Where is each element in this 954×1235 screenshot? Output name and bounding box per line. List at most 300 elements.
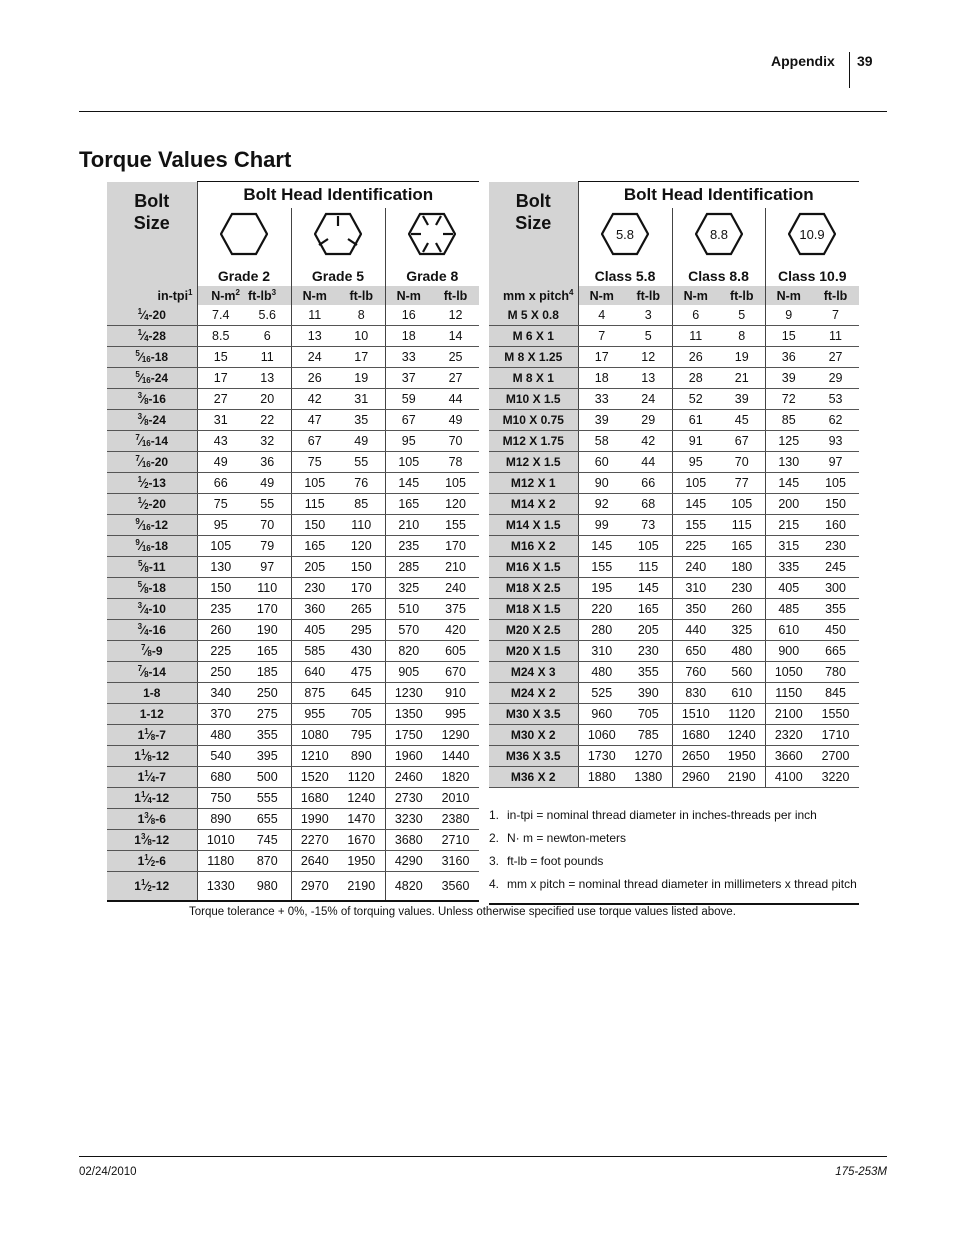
torque-value-cell: 7: [578, 326, 625, 347]
torque-value-cell: 1950: [338, 851, 385, 872]
torque-value-cell: 15: [197, 347, 244, 368]
unit-nm-header: N-m: [672, 286, 719, 305]
unit-nm-header: N-m: [578, 286, 625, 305]
bolt-size-cell: M 5 X 0.8: [489, 305, 578, 326]
bolt-size-cell: M12 X 1: [489, 473, 578, 494]
torque-value-cell: 17: [578, 347, 625, 368]
torque-value-cell: 105: [719, 494, 765, 515]
torque-value-cell: 250: [197, 662, 244, 683]
torque-value-cell: 760: [672, 662, 719, 683]
class109-mark: 10.9: [799, 226, 825, 242]
bolt-size-cell: $^5$⁄8-18: [107, 578, 197, 599]
torque-value-cell: 6: [244, 326, 291, 347]
torque-value-cell: 8: [338, 305, 385, 326]
torque-value-cell: 155: [578, 557, 625, 578]
table-row: [107, 389, 479, 410]
table-row: [489, 368, 859, 389]
torque-value-cell: 42: [291, 389, 338, 410]
header-divider: [849, 52, 850, 88]
bolt-size-cell: M18 X 1.5: [489, 599, 578, 620]
hex-class58-icon: [601, 212, 649, 256]
bolt-size-cell: $^7$⁄8-9: [107, 641, 197, 662]
torque-value-cell: 370: [197, 704, 244, 725]
torque-value-cell: 32: [244, 431, 291, 452]
unit-nm-header: N-m: [765, 286, 812, 305]
torque-value-cell: 2650: [672, 746, 719, 767]
table-row: [107, 368, 479, 389]
torque-value-cell: 235: [197, 599, 244, 620]
torque-value-cell: 185: [244, 662, 291, 683]
footnote-number: 4.: [489, 877, 500, 891]
torque-value-cell: 49: [338, 431, 385, 452]
bolt-size-cell: M10 X 0.75: [489, 410, 578, 431]
torque-value-cell: 275: [244, 704, 291, 725]
bolt-head-identification-header: Bolt Head Identification: [578, 182, 859, 209]
torque-value-cell: 235: [385, 536, 432, 557]
bolt-size-header: [107, 182, 197, 287]
torque-value-cell: 67: [385, 410, 432, 431]
torque-value-cell: 610: [719, 683, 765, 704]
table-row: [489, 620, 859, 641]
torque-value-cell: 655: [244, 809, 291, 830]
torque-value-cell: 705: [625, 704, 672, 725]
torque-value-cell: 165: [291, 536, 338, 557]
bolt-size-cell: M14 X 1.5: [489, 515, 578, 536]
torque-value-cell: 1010: [197, 830, 244, 851]
torque-value-cell: 7: [812, 305, 859, 326]
bolt-size-cell: $^1$⁄2-13: [107, 473, 197, 494]
bolt-size-cell: $^3$⁄8-24: [107, 410, 197, 431]
torque-value-cell: 99: [578, 515, 625, 536]
torque-value-cell: 230: [625, 641, 672, 662]
table-row: [107, 515, 479, 536]
torque-value-cell: 890: [197, 809, 244, 830]
torque-value-cell: 1750: [385, 725, 432, 746]
bolt-size-cell: $^9$⁄16-18: [107, 536, 197, 557]
unit-ftlb-header: ft-lb: [812, 286, 859, 305]
torque-value-cell: 105: [197, 536, 244, 557]
table-row: [107, 473, 479, 494]
table-row: [489, 683, 859, 704]
bolt-size-cell: M 8 X 1.25: [489, 347, 578, 368]
torque-value-cell: 145: [578, 536, 625, 557]
torque-value-cell: 585: [291, 641, 338, 662]
torque-value-cell: 205: [291, 557, 338, 578]
grade2-label: Grade 2: [197, 262, 291, 286]
torque-value-cell: 265: [338, 599, 385, 620]
bolt-size-label-2: Size: [515, 212, 552, 233]
footnote-number: 2.: [489, 831, 500, 845]
unit-ftlb-header: ft-lb: [625, 286, 672, 305]
torque-value-cell: 95: [197, 515, 244, 536]
torque-value-cell: 360: [291, 599, 338, 620]
torque-value-cell: 960: [578, 704, 625, 725]
torque-value-cell: 35: [338, 410, 385, 431]
torque-value-cell: 375: [432, 599, 479, 620]
metric-torque-table: [489, 181, 859, 788]
torque-value-cell: 4290: [385, 851, 432, 872]
torque-value-cell: 150: [197, 578, 244, 599]
class58-mark: 5.8: [615, 226, 635, 242]
torque-value-cell: 16: [385, 305, 432, 326]
torque-value-cell: 750: [197, 788, 244, 809]
table-row: [107, 431, 479, 452]
torque-value-cell: 39: [719, 389, 765, 410]
torque-value-cell: 105: [432, 473, 479, 494]
torque-value-cell: 36: [765, 347, 812, 368]
bolt-size-label-1: Bolt: [134, 190, 170, 211]
torque-value-cell: 2700: [812, 746, 859, 767]
torque-value-cell: 350: [672, 599, 719, 620]
torque-value-cell: 11: [244, 347, 291, 368]
torque-value-cell: 240: [672, 557, 719, 578]
class109-icon-cell: [765, 208, 859, 262]
bolt-size-cell: $^1$⁄4-28: [107, 326, 197, 347]
torque-value-cell: 5: [719, 305, 765, 326]
bolt-size-cell: $1^3⁄8-6$: [107, 809, 197, 830]
grade8-label: Grade 8: [385, 262, 479, 286]
table-row: [107, 620, 479, 641]
torque-value-cell: 55: [244, 494, 291, 515]
torque-value-cell: 76: [338, 473, 385, 494]
mm-pitch-header: mm x pitch$^4$: [489, 286, 578, 305]
torque-value-cell: 440: [672, 620, 719, 641]
torque-value-cell: 155: [432, 515, 479, 536]
table-row: [489, 347, 859, 368]
table-row: [489, 557, 859, 578]
torque-value-cell: 480: [578, 662, 625, 683]
table-row: [107, 788, 479, 809]
hex-grade2-icon: [220, 212, 268, 256]
table-row: [489, 431, 859, 452]
table-row: [107, 641, 479, 662]
torque-value-cell: 4820: [385, 872, 432, 902]
torque-value-cell: 450: [812, 620, 859, 641]
torque-value-cell: 1950: [719, 746, 765, 767]
torque-value-cell: 130: [197, 557, 244, 578]
table-row: [489, 305, 859, 326]
grade8-icon-cell: [385, 208, 479, 262]
torque-value-cell: 150: [812, 494, 859, 515]
torque-value-cell: 910: [432, 683, 479, 704]
footnote-text: N· m = newton-meters: [507, 831, 627, 845]
grade2-icon-cell: [197, 208, 291, 262]
torque-value-cell: 12: [432, 305, 479, 326]
table-row: [107, 683, 479, 704]
torque-value-cell: 2320: [765, 725, 812, 746]
torque-value-cell: 395: [244, 746, 291, 767]
bolt-size-cell: $1^1⁄4-12$: [107, 788, 197, 809]
torque-value-cell: 105: [385, 452, 432, 473]
footnote-number: 3.: [489, 854, 500, 868]
torque-value-cell: 780: [812, 662, 859, 683]
torque-value-cell: 120: [338, 536, 385, 557]
bolt-size-label-1: Bolt: [515, 190, 551, 211]
class109-label: Class 10.9: [765, 262, 859, 286]
torque-value-cell: 19: [338, 368, 385, 389]
torque-value-cell: 4: [578, 305, 625, 326]
torque-value-cell: 500: [244, 767, 291, 788]
torque-value-cell: 49: [244, 473, 291, 494]
torque-value-cell: 1230: [385, 683, 432, 704]
torque-value-cell: 58: [578, 431, 625, 452]
torque-value-cell: 49: [432, 410, 479, 431]
torque-value-cell: 1820: [432, 767, 479, 788]
torque-value-cell: 170: [432, 536, 479, 557]
torque-value-cell: 665: [812, 641, 859, 662]
torque-value-cell: 1060: [578, 725, 625, 746]
torque-value-cell: 115: [719, 515, 765, 536]
bolt-size-cell: $^1$⁄2-20: [107, 494, 197, 515]
torque-value-cell: 325: [719, 620, 765, 641]
table-row: [489, 473, 859, 494]
torque-value-cell: 27: [812, 347, 859, 368]
torque-value-cell: 165: [385, 494, 432, 515]
torque-value-cell: 22: [244, 410, 291, 431]
torque-value-cell: 18: [578, 368, 625, 389]
torque-value-cell: 145: [625, 578, 672, 599]
torque-value-cell: 10: [338, 326, 385, 347]
bolt-size-cell: $^5$⁄16-18: [107, 347, 197, 368]
unit-ftlb-header: $ft-lb^3$: [244, 286, 291, 305]
table-row: [489, 662, 859, 683]
torque-value-cell: 955: [291, 704, 338, 725]
torque-value-cell: 1710: [812, 725, 859, 746]
torque-value-cell: 1510: [672, 704, 719, 725]
table-row: [107, 578, 479, 599]
table-row: [489, 704, 859, 725]
bolt-size-cell: M24 X 2: [489, 683, 578, 704]
torque-value-cell: 72: [765, 389, 812, 410]
torque-value-cell: 60: [578, 452, 625, 473]
torque-value-cell: 125: [765, 431, 812, 452]
bolt-size-cell: $^3$⁄4-10: [107, 599, 197, 620]
torque-value-cell: 33: [385, 347, 432, 368]
unit-nm-header: $N-m^2$: [197, 286, 244, 305]
torque-value-cell: 97: [812, 452, 859, 473]
torque-value-cell: 155: [672, 515, 719, 536]
torque-value-cell: 47: [291, 410, 338, 431]
torque-value-cell: 1290: [432, 725, 479, 746]
torque-value-cell: 1730: [578, 746, 625, 767]
bolt-size-cell: M12 X 1.5: [489, 452, 578, 473]
bolt-size-cell: M30 X 2: [489, 725, 578, 746]
torque-value-cell: 24: [625, 389, 672, 410]
torque-value-cell: 97: [244, 557, 291, 578]
class58-icon-cell: [578, 208, 672, 262]
table-row: [489, 536, 859, 557]
torque-value-cell: 670: [432, 662, 479, 683]
torque-value-cell: 335: [765, 557, 812, 578]
footnotes: [489, 808, 859, 900]
torque-value-cell: 650: [672, 641, 719, 662]
torque-value-cell: 1680: [672, 725, 719, 746]
page-number: 39: [857, 53, 873, 69]
table-row: [489, 494, 859, 515]
torque-value-cell: 15: [765, 326, 812, 347]
table-row: [107, 599, 479, 620]
torque-value-cell: 150: [338, 557, 385, 578]
bolt-size-cell: $1^1⁄8-12$: [107, 746, 197, 767]
table-row: [107, 746, 479, 767]
bolt-size-cell: M 8 X 1: [489, 368, 578, 389]
unit-ftlb-header: ft-lb: [338, 286, 385, 305]
bolt-size-cell: $^5$⁄8-11: [107, 557, 197, 578]
torque-value-cell: 1990: [291, 809, 338, 830]
bolt-size-cell: $1^1⁄8-7$: [107, 725, 197, 746]
torque-value-cell: 66: [197, 473, 244, 494]
torque-value-cell: 995: [432, 704, 479, 725]
bolt-size-header: [489, 182, 578, 287]
torque-value-cell: 605: [432, 641, 479, 662]
bolt-size-cell: $^7$⁄16-14: [107, 431, 197, 452]
torque-value-cell: 200: [765, 494, 812, 515]
bolt-size-cell: $1^1⁄4-7$: [107, 767, 197, 788]
torque-value-cell: 905: [385, 662, 432, 683]
torque-value-cell: 220: [578, 599, 625, 620]
torque-value-cell: 230: [719, 578, 765, 599]
torque-value-cell: 17: [338, 347, 385, 368]
torque-value-cell: 130: [765, 452, 812, 473]
hex-class88-icon: [695, 212, 743, 256]
page-title: Torque Values Chart: [79, 147, 292, 172]
torque-value-cell: 2730: [385, 788, 432, 809]
torque-value-cell: 1080: [291, 725, 338, 746]
torque-value-cell: 70: [244, 515, 291, 536]
torque-value-cell: 95: [672, 452, 719, 473]
torque-value-cell: 75: [291, 452, 338, 473]
torque-value-cell: 120: [432, 494, 479, 515]
bolt-size-label-2: Size: [133, 212, 170, 233]
torque-value-cell: 1050: [765, 662, 812, 683]
torque-value-cell: 145: [385, 473, 432, 494]
bolt-size-cell: M 6 X 1: [489, 326, 578, 347]
torque-value-cell: 560: [719, 662, 765, 683]
torque-value-cell: 170: [244, 599, 291, 620]
torque-value-cell: 1330: [197, 872, 244, 902]
torque-value-cell: 1380: [625, 767, 672, 788]
torque-value-cell: 480: [719, 641, 765, 662]
torque-value-cell: 28: [672, 368, 719, 389]
torque-value-cell: 1120: [338, 767, 385, 788]
torque-value-cell: 260: [197, 620, 244, 641]
torque-value-cell: 1240: [338, 788, 385, 809]
bolt-size-cell: M20 X 1.5: [489, 641, 578, 662]
torque-value-cell: 11: [812, 326, 859, 347]
torque-value-cell: 39: [578, 410, 625, 431]
torque-value-cell: 2190: [719, 767, 765, 788]
bolt-size-cell: M16 X 2: [489, 536, 578, 557]
bolt-size-cell: $^5$⁄16-24: [107, 368, 197, 389]
table-row: [107, 851, 479, 872]
torque-value-cell: 44: [625, 452, 672, 473]
torque-value-cell: 230: [291, 578, 338, 599]
unit-nm-header: N-m: [291, 286, 338, 305]
torque-value-cell: 93: [812, 431, 859, 452]
torque-value-cell: 29: [625, 410, 672, 431]
footer-rule: [79, 1156, 887, 1157]
torque-value-cell: 485: [765, 599, 812, 620]
torque-value-cell: 845: [812, 683, 859, 704]
torque-value-cell: 27: [197, 389, 244, 410]
torque-value-cell: 260: [719, 599, 765, 620]
footnote-text: in-tpi = nominal thread diameter in inches-threads per inch: [507, 808, 817, 822]
torque-value-cell: 405: [765, 578, 812, 599]
torque-value-cell: 39: [765, 368, 812, 389]
bolt-size-cell: $^3$⁄4-16: [107, 620, 197, 641]
class88-icon-cell: [672, 208, 765, 262]
torque-value-cell: 390: [625, 683, 672, 704]
inch-torque-table: [107, 181, 479, 902]
torque-value-cell: 13: [244, 368, 291, 389]
bolt-size-cell: $1^3⁄8-12$: [107, 830, 197, 851]
torque-value-cell: 44: [432, 389, 479, 410]
torque-value-cell: 42: [625, 431, 672, 452]
torque-value-cell: 66: [625, 473, 672, 494]
in-tpi-header: in-tpi$^1$: [107, 286, 197, 305]
torque-value-cell: 420: [432, 620, 479, 641]
bolt-size-cell: $^9$⁄16-12: [107, 515, 197, 536]
footnote-text: mm x pitch = nominal thread diameter in millimeters x thread pitch: [507, 877, 857, 891]
torque-value-cell: 610: [765, 620, 812, 641]
unit-ftlb-header: ft-lb: [719, 286, 765, 305]
grade5-icon-cell: [291, 208, 385, 262]
notes-rule: [489, 903, 859, 905]
torque-value-cell: 13: [625, 368, 672, 389]
torque-value-cell: 900: [765, 641, 812, 662]
torque-value-cell: 250: [244, 683, 291, 704]
bolt-size-cell: 1-12: [107, 704, 197, 725]
torque-value-cell: 37: [385, 368, 432, 389]
table-row: [107, 725, 479, 746]
table-row: [107, 872, 479, 902]
unit-nm-header: N-m: [385, 286, 432, 305]
table-row: [107, 494, 479, 515]
torque-value-cell: 1180: [197, 851, 244, 872]
torque-value-cell: 12: [625, 347, 672, 368]
torque-value-cell: 1960: [385, 746, 432, 767]
torque-value-cell: 820: [385, 641, 432, 662]
torque-value-cell: 49: [197, 452, 244, 473]
torque-value-cell: 3680: [385, 830, 432, 851]
torque-value-cell: 68: [625, 494, 672, 515]
torque-value-cell: 2710: [432, 830, 479, 851]
footnote-item: [489, 808, 859, 823]
torque-value-cell: 3560: [432, 872, 479, 902]
torque-value-cell: 1120: [719, 704, 765, 725]
torque-value-cell: 2960: [672, 767, 719, 788]
torque-value-cell: 3160: [432, 851, 479, 872]
torque-value-cell: 225: [672, 536, 719, 557]
torque-value-cell: 21: [719, 368, 765, 389]
torque-value-cell: 165: [625, 599, 672, 620]
table-row: [107, 557, 479, 578]
torque-value-cell: 1880: [578, 767, 625, 788]
torque-value-cell: 105: [812, 473, 859, 494]
torque-value-cell: 325: [385, 578, 432, 599]
torque-value-cell: 160: [812, 515, 859, 536]
torque-value-cell: 645: [338, 683, 385, 704]
torque-value-cell: 61: [672, 410, 719, 431]
table-row: [107, 536, 479, 557]
bolt-size-cell: M24 X 3: [489, 662, 578, 683]
hex-grade5-icon: [314, 212, 362, 256]
torque-value-cell: 2970: [291, 872, 338, 902]
table-row: [107, 452, 479, 473]
torque-value-cell: 33: [578, 389, 625, 410]
torque-value-cell: 115: [625, 557, 672, 578]
table-row: [489, 746, 859, 767]
